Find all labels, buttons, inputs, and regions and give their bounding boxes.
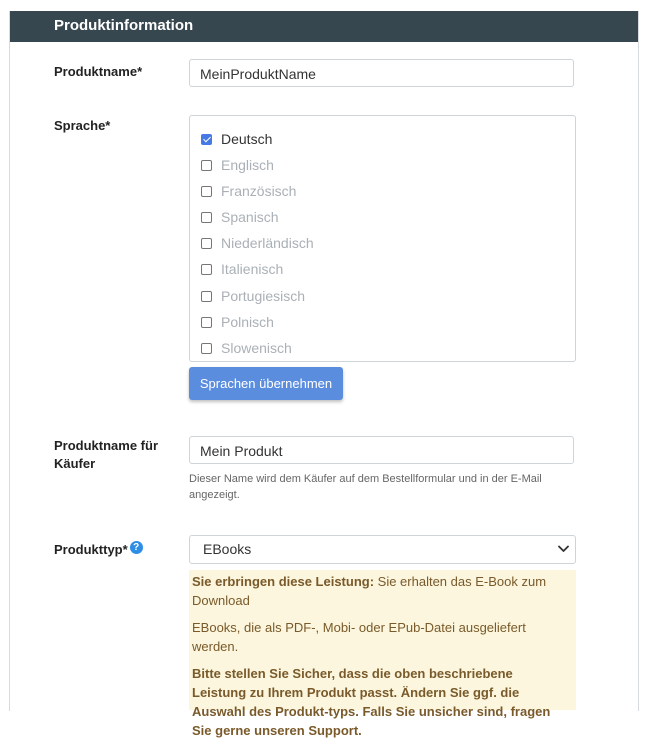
language-option-label: Spanisch [221, 209, 279, 225]
product-info-card [9, 11, 639, 738]
language-option-label: Englisch [221, 157, 274, 173]
buyer-name-label-line1: Produktname für [54, 438, 159, 453]
product-type-select[interactable] [189, 535, 576, 564]
question-circle-icon[interactable]: ? [130, 541, 143, 554]
language-option-label: Deutsch [221, 131, 273, 147]
language-option-niederlaendisch[interactable] [201, 234, 314, 252]
language-option-label: Polnisch [221, 314, 274, 330]
product-name-input[interactable]: MeinProduktName [189, 59, 574, 87]
service-paragraph [192, 572, 566, 610]
chevron-down-icon [558, 545, 569, 553]
buyer-name-label-line2: Käufer [54, 456, 96, 471]
product-type-label: Produkttyp* [54, 542, 128, 557]
checkbox[interactable] [201, 160, 212, 171]
product-type-selected-value: EBooks [203, 541, 252, 557]
product-name-label: Produktname* [54, 64, 143, 79]
language-option-label: Slowenisch [221, 340, 292, 356]
service-bold-text: Sie erbringen diese Leistung: [192, 574, 375, 589]
language-option-spanisch[interactable] [201, 208, 279, 226]
card-header [10, 11, 638, 42]
buyer-name-hint-line1: Dieser Name wird dem Käufer auf dem Bestellformular und in der E-Mail [189, 473, 542, 485]
buyer-name-input[interactable]: Mein Produkt [189, 436, 574, 464]
language-option-label: Niederländisch [221, 235, 314, 251]
buyer-name-hint [189, 471, 579, 503]
language-option-label: Italienisch [221, 261, 284, 277]
language-option-franzoesisch[interactable] [201, 182, 296, 200]
section-title: Produktinformation [54, 17, 194, 34]
checkbox[interactable] [201, 291, 212, 302]
language-option-label: Portugiesisch [221, 288, 306, 304]
language-option-slowenisch[interactable] [201, 339, 292, 357]
language-option-portugiesisch[interactable] [201, 287, 305, 305]
buyer-name-label [54, 437, 158, 473]
apply-languages-button[interactable]: Sprachen übernehmen [189, 367, 343, 400]
language-option-deutsch[interactable] [201, 130, 272, 148]
checkbox[interactable] [201, 238, 212, 249]
checkbox[interactable] [201, 134, 212, 145]
language-checkbox-list [189, 115, 576, 362]
delivery-paragraph: EBooks, die als PDF-, Mobi- oder EPub-Datei ausgeliefert werden. [192, 620, 526, 654]
language-option-polnisch[interactable] [201, 313, 274, 331]
checkbox[interactable] [201, 343, 212, 354]
language-label: Sprache* [54, 118, 111, 133]
language-option-italienisch[interactable] [201, 260, 283, 278]
buyer-name-hint-line2: angezeigt. [189, 489, 240, 501]
product-type-label-row [54, 541, 143, 559]
language-option-label: Französisch [221, 183, 297, 199]
checkbox[interactable] [201, 317, 212, 328]
product-type-info-box [189, 570, 576, 738]
checkbox[interactable] [201, 186, 212, 197]
language-option-englisch[interactable] [201, 156, 274, 174]
checkbox[interactable] [201, 212, 212, 223]
checkbox[interactable] [201, 264, 212, 275]
warning-paragraph: Bitte stellen Sie Sicher, dass die oben beschriebene Leistung zu Ihrem Produkt passt. Ändern Sie ggf. die Auswahl des Produkt-typs. Falls Sie unsicher sind, fragen Sie gerne unseren Support. [192, 666, 551, 738]
service-text: Sie erhalten das E-Book zum Download [192, 574, 547, 608]
